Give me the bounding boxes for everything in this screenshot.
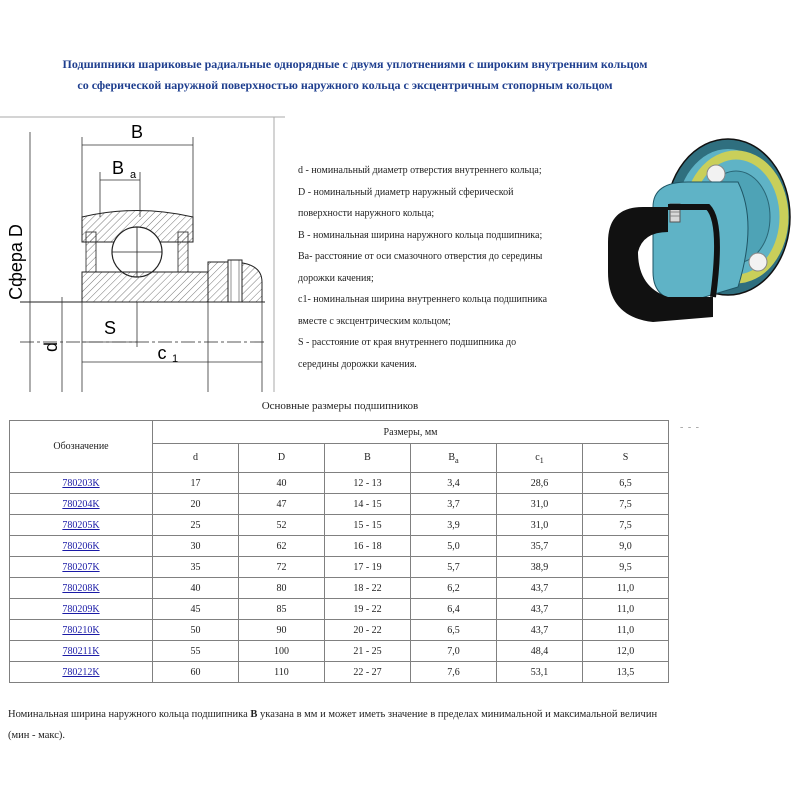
label-d: d — [41, 341, 61, 353]
table-caption: Основные размеры подшипников — [261, 400, 419, 412]
value-cell: 17 — [153, 473, 239, 494]
table-row — [10, 494, 669, 515]
column-header: d — [153, 444, 239, 473]
value-cell: 40 — [153, 578, 239, 599]
value-cell: 3,7 — [411, 494, 497, 515]
label-Ba-sub: a — [130, 169, 137, 181]
table-row — [10, 620, 669, 641]
value-cell: 55 — [153, 641, 239, 662]
label-c1: c — [157, 343, 167, 363]
legend-line: d - номинальный диаметр отверстия внутреннего кольца; — [298, 165, 542, 176]
value-cell: 47 — [239, 494, 325, 515]
value-cell: 72 — [239, 557, 325, 578]
designation-link[interactable]: 780204K — [62, 498, 100, 510]
legend-line: B - номинальная ширина наружного кольца подшипника; — [298, 229, 543, 241]
value-cell: 9,5 — [583, 557, 669, 578]
value-cell: 9,0 — [583, 536, 669, 557]
legend-line: D - номинальный диаметр наружный сферической — [298, 186, 514, 198]
value-cell: 11,0 — [583, 599, 669, 620]
designation-cell — [10, 494, 153, 515]
label-sphere-D: Сфера D — [6, 224, 26, 300]
designation-link[interactable]: 780206K — [62, 540, 100, 552]
designation-link[interactable]: 780210K — [62, 624, 100, 636]
value-cell: 25 — [153, 515, 239, 536]
dimension-legend — [298, 160, 608, 375]
designation-header: Обозначение — [10, 421, 153, 473]
bearing-3d-render-image — [598, 112, 800, 342]
legend-line: дорожки качения; — [298, 272, 374, 284]
value-cell: 5,7 — [411, 557, 497, 578]
value-cell: 110 — [239, 662, 325, 683]
table-row — [10, 557, 669, 578]
table-row — [10, 536, 669, 557]
label-c1-sub: 1 — [172, 353, 179, 365]
value-cell: 52 — [239, 515, 325, 536]
value-cell: 11,0 — [583, 620, 669, 641]
legend-line: c1- номинальная ширина внутреннего кольца подшипника — [298, 294, 548, 305]
legend-line: S - расстояние от края внутреннего подшипника до — [298, 337, 517, 348]
value-cell: 90 — [239, 620, 325, 641]
value-cell: 3,4 — [411, 473, 497, 494]
title-line-2: со сферической наружной поверхностью наружного кольца с эксцентричным стопорным кольцом — [77, 78, 613, 92]
table-row — [10, 599, 669, 620]
column-header: S — [583, 444, 669, 473]
dash-mark: - - - — [680, 422, 700, 433]
value-cell: 62 — [239, 536, 325, 557]
footnote: Номинальная ширина наружного кольца подшипника B указана в мм и может иметь значение в пределах минимальной и максимальной величин (мин - макс). — [8, 709, 658, 741]
legend-line: Ba- расстояние от оси смазочного отверстия до середины — [298, 251, 543, 262]
designation-cell — [10, 578, 153, 599]
table-row — [10, 578, 669, 599]
legend-line: середины дорожки качения. — [298, 358, 417, 370]
value-cell: 21 - 25 — [325, 641, 411, 662]
designation-link[interactable]: 780207K — [62, 561, 100, 573]
value-cell: 17 - 19 — [325, 557, 411, 578]
designation-link[interactable]: 780208K — [62, 582, 100, 594]
value-cell: 45 — [153, 599, 239, 620]
value-cell: 60 — [153, 662, 239, 683]
table-row — [10, 515, 669, 536]
value-cell: 7,6 — [411, 662, 497, 683]
value-cell: 22 - 27 — [325, 662, 411, 683]
value-cell: 31,0 — [497, 515, 583, 536]
table-row — [10, 641, 669, 662]
value-cell: 18 - 22 — [325, 578, 411, 599]
value-cell: 20 - 22 — [325, 620, 411, 641]
label-B: B — [130, 122, 144, 142]
value-cell: 31,0 — [497, 494, 583, 515]
dimensions-group-header: Размеры, мм — [153, 421, 669, 444]
value-cell: 6,5 — [411, 620, 497, 641]
value-cell: 6,5 — [583, 473, 669, 494]
dimensions-table — [9, 420, 669, 683]
legend-line: вместе с эксцентрическим кольцом; — [298, 315, 451, 327]
column-header: D — [239, 444, 325, 473]
column-header: B — [325, 444, 411, 473]
value-cell: 35 — [153, 557, 239, 578]
value-cell: 5,0 — [411, 536, 497, 557]
designation-cell — [10, 620, 153, 641]
value-cell: 7,5 — [583, 494, 669, 515]
value-cell: 3,9 — [411, 515, 497, 536]
value-cell: 100 — [239, 641, 325, 662]
bearing-cross-section-drawing — [0, 112, 285, 402]
value-cell: 15 - 15 — [325, 515, 411, 536]
designation-cell — [10, 536, 153, 557]
table-row — [10, 473, 669, 494]
designation-link[interactable]: 780205K — [62, 519, 100, 531]
value-cell: 43,7 — [497, 620, 583, 641]
value-cell: 7,0 — [411, 641, 497, 662]
value-cell: 14 - 15 — [325, 494, 411, 515]
value-cell: 28,6 — [497, 473, 583, 494]
designation-cell — [10, 599, 153, 620]
title-line-1: Подшипники шариковые радиальные однорядные с двумя уплотнениями с широким внутренним кольцом — [62, 57, 648, 71]
value-cell: 12 - 13 — [325, 473, 411, 494]
column-header: $c_1$ — [497, 444, 583, 473]
value-cell: 13,5 — [583, 662, 669, 683]
value-cell: 85 — [239, 599, 325, 620]
designation-cell — [10, 641, 153, 662]
designation-cell — [10, 473, 153, 494]
designation-link[interactable]: 780212K — [62, 666, 100, 678]
value-cell: 30 — [153, 536, 239, 557]
designation-cell — [10, 662, 153, 683]
value-cell: 53,1 — [497, 662, 583, 683]
designation-link[interactable]: 780211K — [62, 645, 100, 657]
value-cell: 50 — [153, 620, 239, 641]
value-cell: 19 - 22 — [325, 599, 411, 620]
value-cell: 11,0 — [583, 578, 669, 599]
value-cell: 80 — [239, 578, 325, 599]
label-Ba: B — [111, 158, 125, 178]
value-cell: 6,4 — [411, 599, 497, 620]
value-cell: 38,9 — [497, 557, 583, 578]
column-header: $B_a$ — [411, 444, 497, 473]
value-cell: 6,2 — [411, 578, 497, 599]
value-cell: 43,7 — [497, 599, 583, 620]
legend-line: поверхности наружного кольца; — [298, 208, 435, 219]
value-cell: 7,5 — [583, 515, 669, 536]
designation-cell — [10, 515, 153, 536]
value-cell: 40 — [239, 473, 325, 494]
label-S: S — [103, 318, 117, 338]
designation-cell — [10, 557, 153, 578]
value-cell: 20 — [153, 494, 239, 515]
table-row — [10, 662, 669, 683]
designation-link[interactable]: 780209K — [62, 603, 100, 615]
value-cell: 48,4 — [497, 641, 583, 662]
page-title — [0, 54, 800, 96]
value-cell: 43,7 — [497, 578, 583, 599]
value-cell: 12,0 — [583, 641, 669, 662]
value-cell: 35,7 — [497, 536, 583, 557]
value-cell: 16 - 18 — [325, 536, 411, 557]
designation-link[interactable]: 780203K — [62, 477, 100, 489]
